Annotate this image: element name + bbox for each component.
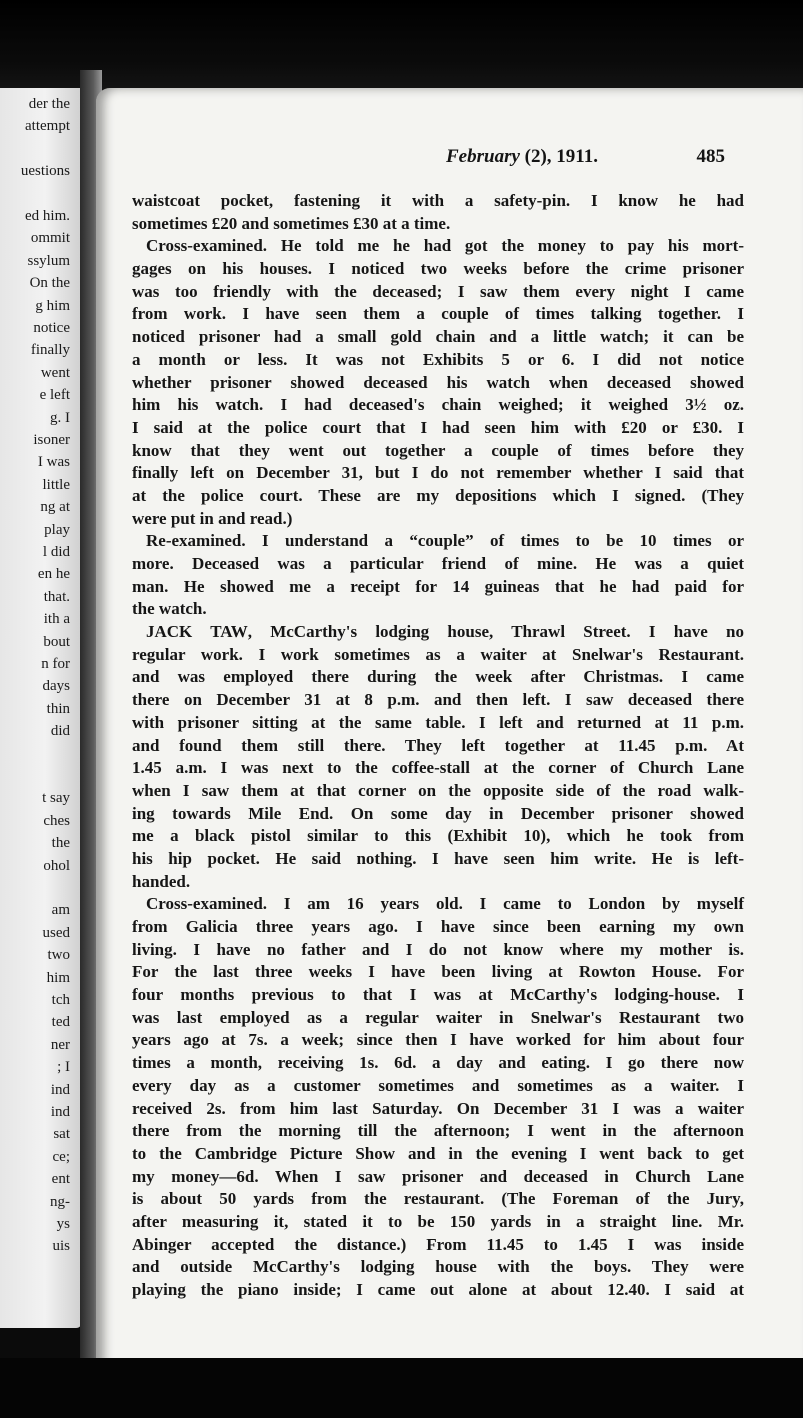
witness-name: JACK TAW — [146, 622, 248, 642]
text-line: was too friendly with the deceased; I saw them every night I came — [132, 281, 744, 301]
left-page-fragment: der the — [28, 96, 70, 112]
left-page-fragment: l did — [42, 544, 70, 560]
left-page-fragment: e left — [39, 387, 70, 404]
left-page-fragment: I was — [37, 454, 70, 471]
text-line: man. He showed me a receipt for 14 guineas that he had paid for — [132, 576, 744, 596]
text-line: is about 50 yards from the restaurant. (The Foreman of the Jury, — [132, 1189, 744, 1209]
text-line: Abinger accepted the distance.) From 11.45 to 1.45 I was inside — [132, 1234, 744, 1254]
text-line: there on December 31 at 8 p.m. and then left. I saw deceased there — [132, 690, 744, 710]
left-page-fragment: tch — [51, 992, 70, 1008]
text-line: every day as a customer sometimes and sometimes as a waiter. I — [132, 1075, 744, 1095]
text-line: playing the piano inside; I came out alone at about 12.40. I said at — [132, 1280, 744, 1299]
left-page-fragment: isoner — [33, 432, 70, 448]
left-page-fragment: ner — [50, 1036, 70, 1053]
page-number: 485 — [696, 146, 725, 167]
left-page-fragment: play — [44, 521, 70, 538]
text-line: more. Deceased was a particular friend of mine. He was a quiet — [132, 554, 744, 573]
page-header — [96, 146, 803, 172]
running-head — [446, 146, 598, 168]
left-page-fragment: that. — [43, 588, 70, 605]
left-page-fragment: ng- — [50, 1193, 70, 1210]
page-body-text — [132, 190, 744, 1302]
left-page-fragment: ind — [50, 1081, 70, 1098]
left-page-fragment: On the — [29, 275, 70, 292]
text-line: to the Cambridge Picture Show and in the evening I went back to get — [132, 1143, 744, 1163]
text-line: ing towards Mile End. On some day in December prisoner showed — [132, 803, 744, 823]
text-line: and outside McCarthy's lodging house with the boys. They were — [132, 1257, 744, 1277]
text-line: 1.45 a.m. I was next to the coffee-stall at the corner of Church Lane — [132, 758, 744, 778]
left-page-fragment: sat — [53, 1126, 70, 1143]
text-line: handed. — [132, 871, 191, 891]
left-page-fragment: ith a — [43, 611, 70, 628]
left-page-fragment: days — [42, 678, 70, 695]
scan-dark-border-bottom — [0, 1358, 803, 1418]
text-line: Re-examined. I understand a “couple” of times to be 10 times or — [146, 531, 744, 551]
text-line: received 2s. from him last Saturday. On December 31 I was a waiter — [132, 1098, 744, 1118]
left-page-fragment: him — [46, 969, 70, 986]
text-line: whether prisoner showed deceased his watch when deceased showed — [132, 372, 744, 392]
left-page-fragment: little — [42, 476, 70, 493]
text-line: with prisoner sitting at the same table. I left and returned at 11 p.m. — [132, 712, 744, 732]
text-line: Cross-examined. He told me he had got the money to pay his mort- — [146, 236, 744, 256]
left-page-fragment: t say — [42, 790, 70, 807]
text-line: when I saw them at that corner on the opposite side of the road walk- — [132, 780, 744, 800]
left-page-fragment: two — [47, 947, 70, 964]
text-line: waistcoat pocket, fastening it with a safety-pin. I know he had — [132, 191, 744, 210]
left-page-fragment: finally — [30, 342, 70, 359]
text-line: Cross-examined. I am 16 years old. I came to London by myself — [146, 894, 744, 914]
left-page-fragment: am — [51, 902, 70, 919]
text-line: living. I have no father and I do not know where my mother is. — [132, 939, 744, 959]
left-page-fragment: ng at — [40, 499, 70, 516]
text-line: times a month, receiving 1s. 6d. a day and eating. I go there now — [132, 1053, 744, 1073]
left-page-fragment: did — [50, 723, 70, 740]
text-line: my money—6d. When I saw prisoner and deceased in Church Lane — [132, 1166, 744, 1186]
left-page-fragment: ce; — [52, 1148, 70, 1165]
text-line: noticed prisoner had a small gold chain and a little watch; it can be — [132, 327, 744, 347]
left-page-fragment: ed him. — [25, 208, 70, 224]
text-line: from work. I have seen them a couple of times talking together. I — [132, 304, 744, 324]
text-line: gages on his houses. I noticed two weeks before the crime prisoner — [132, 259, 744, 279]
running-head-month: February — [446, 146, 520, 167]
text-line: regular work. I work sometimes as a waiter at Snelwar's Restaurant. — [132, 644, 744, 664]
text-line: and found them still there. They left together at 11.45 p.m. At — [132, 735, 744, 755]
left-page-fragment: went — [40, 364, 70, 381]
left-page-fragment: used — [42, 924, 70, 941]
left-page-fragment: ent — [51, 1171, 70, 1188]
left-page-fragment: attempt — [25, 118, 70, 135]
text-line: there from the morning till the afternoon; I went in the afternoon — [132, 1121, 744, 1141]
left-page-fragment: uestions — [20, 163, 70, 180]
text-line: a month or less. It was not Exhibits 5 or 6. I did not notice — [132, 349, 744, 369]
left-page-fragment: uis — [52, 1238, 70, 1255]
text-line: and was employed there during the week after Christmas. I came — [132, 667, 744, 687]
left-page-fragment: ind — [50, 1104, 70, 1120]
text-line: years ago at 7s. a week; since then I have worked for him about four — [132, 1030, 744, 1050]
text-line: know that they went out together a couple of times before they — [132, 440, 744, 460]
left-page-fragment: bout — [43, 633, 70, 650]
left-page-fragment: g. I — [50, 409, 70, 426]
scan-dark-border-top — [0, 0, 803, 92]
text-line: were put in and read.) — [132, 508, 293, 528]
left-page-fragment: thin — [46, 700, 70, 717]
left-page-fragment: ; I — [57, 1059, 70, 1076]
text-line: at the police court. These are my depositions which I signed. (They — [132, 485, 744, 505]
left-page-fragment: g him — [35, 297, 70, 314]
left-page-fragment: ohol — [43, 857, 70, 874]
left-page-fragment: ommit — [30, 230, 70, 247]
text-line: JACK TAW, McCarthy's lodging house, Thrawl Street. I have no — [146, 622, 744, 642]
text-line: finally left on December 31, but I do not remember whether I said that — [132, 463, 744, 483]
text-line: was last employed as a regular waiter in Snelwar's Restaurant two — [132, 1007, 744, 1027]
left-page-fragment: en he — [37, 566, 70, 583]
left-page-fragment: ted — [51, 1014, 70, 1031]
left-page-fragment: notice — [33, 320, 70, 336]
text-line: him his watch. I had deceased's chain weighed; it weighed 3½ oz. — [132, 395, 744, 415]
text-line: from Galicia three years ago. I have since been earning my own — [132, 917, 744, 936]
left-page-fragment: ys — [56, 1216, 70, 1232]
text-line: after measuring it, stated it to be 150 yards in a straight line. Mr. — [132, 1211, 744, 1231]
text-line: For the last three weeks I have been living at Rowton House. For — [132, 962, 744, 982]
left-page-fragment: the — [51, 835, 70, 852]
running-head-date: (2), 1911. — [519, 146, 599, 167]
text-line: four months previous to that I was at McCarthy's lodging-house. I — [132, 985, 744, 1005]
left-page-fragment: ches — [43, 812, 70, 829]
text-line: me a black pistol similar to this (Exhibit 10), which he took from — [132, 826, 744, 846]
left-page-fragment: ssylum — [27, 252, 70, 269]
text-line: I said at the police court that I had seen him with £20 or £30. I — [132, 417, 744, 437]
left-page-fragment: n for — [41, 656, 70, 672]
text-line: sometimes £20 and sometimes £30 at a time. — [132, 213, 451, 233]
text-line: the watch. — [132, 599, 207, 619]
text-line: his hip pocket. He said nothing. I have seen him write. He is left- — [132, 848, 744, 868]
